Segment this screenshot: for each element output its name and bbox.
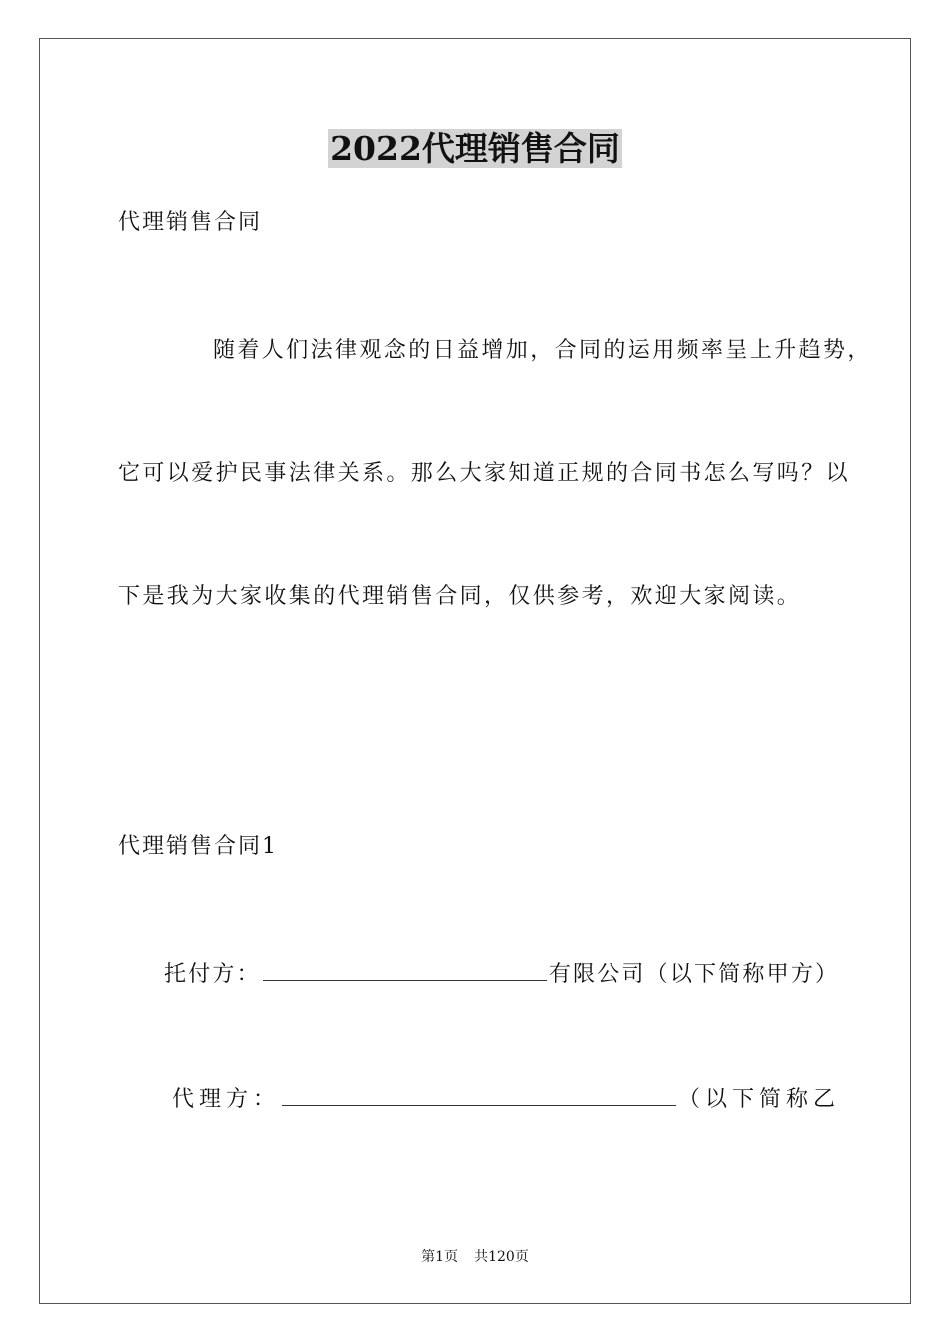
party-b-suffix: （以下简称乙 — [678, 1087, 841, 1112]
party-b-blank — [282, 1081, 676, 1106]
party-a-suffix: 有限公司（以下简称甲方） — [548, 962, 840, 987]
party-b-line — [172, 1081, 840, 1115]
total-pages: 共120页 — [474, 1249, 529, 1265]
page-footer — [0, 1247, 950, 1267]
intro-line-3: 下是我为大家收集的代理销售合同，仅供参考，欢迎大家阅读。 — [118, 584, 802, 609]
document-subtitle: 代理销售合同 — [118, 210, 263, 235]
section-title: 代理销售合同1 — [118, 834, 278, 859]
current-page: 第1页 — [421, 1249, 459, 1265]
intro-line-1: 随着人们法律观念的日益增加，合同的运用频率呈上升趋势， — [213, 338, 872, 363]
party-a-label: 托付方： — [164, 962, 261, 987]
party-a-blank — [263, 956, 547, 981]
document-title-text: 2022代理销售合同 — [330, 129, 620, 168]
document-title — [0, 128, 950, 170]
party-b-label: 代理方： — [172, 1087, 281, 1112]
intro-line-2: 它可以爱护民事法律关系。那么大家知道正规的合同书怎么写吗？以 — [118, 461, 851, 486]
party-a-line — [164, 956, 839, 990]
